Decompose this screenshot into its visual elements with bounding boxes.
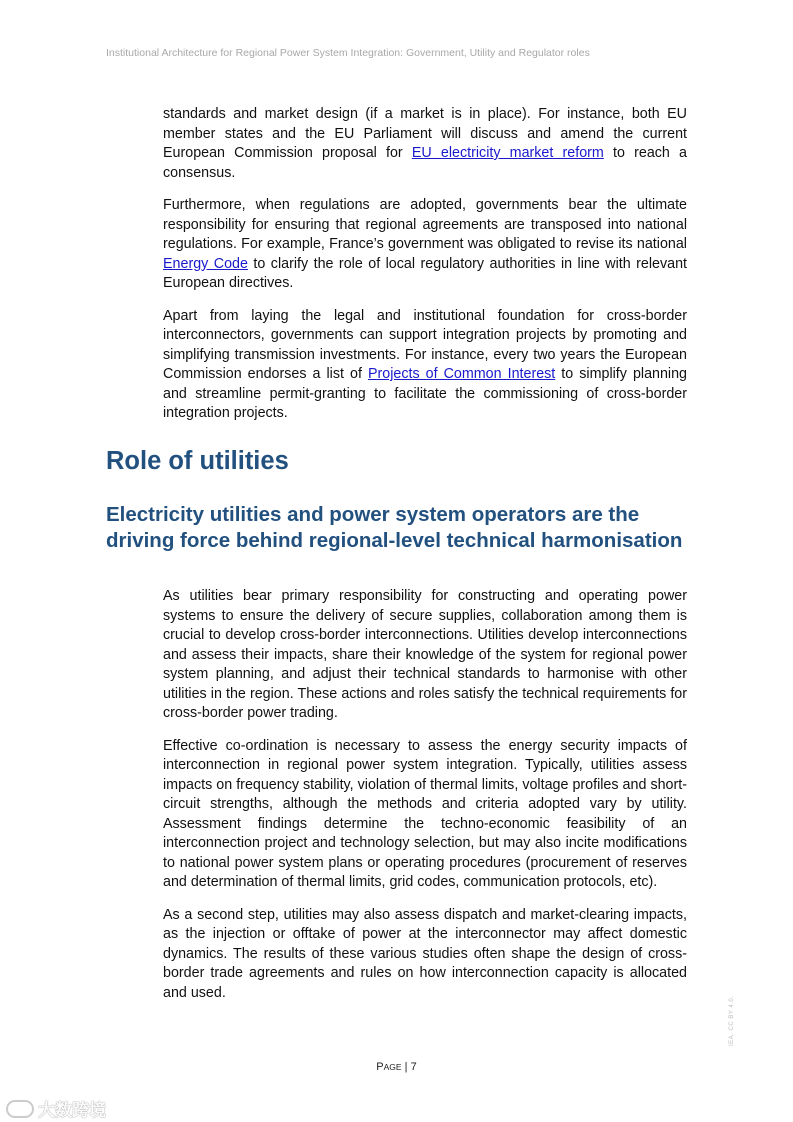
page-number-value: 7: [410, 1061, 417, 1073]
watermark-logo-icon: [6, 1100, 34, 1118]
watermark: [6, 1096, 106, 1121]
page-number: [0, 1061, 793, 1073]
text: Apart from laying the legal and institutional foundation for cross-border interconnectors, governments can support integration projects by promoting and simplifying transmission investments. For instance, every two years the European Commission endorses a list of: [163, 307, 687, 382]
link-eu-electricity-market-reform[interactable]: EU electricity market reform: [411, 145, 604, 161]
page-label: P: [376, 1061, 384, 1073]
paragraph: Effective co-ordination is necessary to assess the energy security impacts of interconnection in regional power system integration. Typically, utilities assess impacts on frequency stability, violation of thermal limits, voltage profiles and short-circuit strengths, although the methods and criteria adopted vary by utility. Assessment findings determine the techno-economic feasibility of an interconnection project and technology selection, but may also incite modifications to national power system plans or operating procedures (procurement of reserves and determination of thermal limits, grid codes, communication protocols, etc).: [163, 737, 687, 890]
paragraph: [163, 105, 687, 183]
separator: |: [401, 1061, 411, 1073]
section-utilities-body: [163, 587, 687, 1016]
subsection-heading: Electricity utilities and power system operators are the driving force behind regional-level technical harmonisation: [106, 503, 683, 552]
text: to reach a consensus.: [163, 145, 687, 181]
paragraph: As a second step, utilities may also assess dispatch and market-clearing impacts, as the injection or offtake of power at the interconnector may affect domestic dynamics. The results of these various studies often shape the design of cross-border trade agreements and rules on how interconnection capacity is allocated and used.: [163, 906, 687, 1001]
license-note: IEA. CC BY 4.0.: [729, 995, 735, 1046]
section-governments-body: [163, 105, 687, 437]
link-projects-of-common-interest[interactable]: Projects of Common Interest: [367, 366, 556, 382]
paragraph: As utilities bear primary responsibility for constructing and operating power systems to ensure the delivery of secure supplies, collaboration among them is crucial to develop cross-border interconnections. Utilities develop interconnections and assess their impacts, share their knowledge of the system for regional power system planning, and adjust their technical standards to harmonise with other utilities in the region. These actions and roles satisfy the technical requirements for cross-border power trading.: [163, 588, 687, 721]
text: Furthermore, when regulations are adopted, governments bear the ultimate responsibility for ensuring that regional agreements are transposed into national regulations. For example, France’s government was obligated to revise its national: [163, 197, 687, 252]
text: to simplify planning and streamline permit-granting to facilitate the commissioning of cross-border integration projects.: [163, 366, 688, 421]
text: standards and market design (if a market is in place). For instance, both EU member states and the EU Parliament will discuss and amend the current European Commission proposal for: [163, 106, 687, 161]
paragraph: [163, 196, 687, 294]
page-label-rest: AGE: [383, 1062, 402, 1072]
section-heading: Role of utilities: [106, 447, 289, 475]
running-header: Institutional Architecture for Regional Power System Integration: Government, Utility and Regulator roles: [106, 47, 590, 59]
link-energy-code[interactable]: Energy Code: [163, 255, 248, 272]
text: to clarify the role of local regulatory authorities in line with relevant European directives.: [163, 255, 688, 291]
watermark-text: 大数跨境: [38, 1101, 106, 1120]
paragraph: [163, 307, 687, 424]
